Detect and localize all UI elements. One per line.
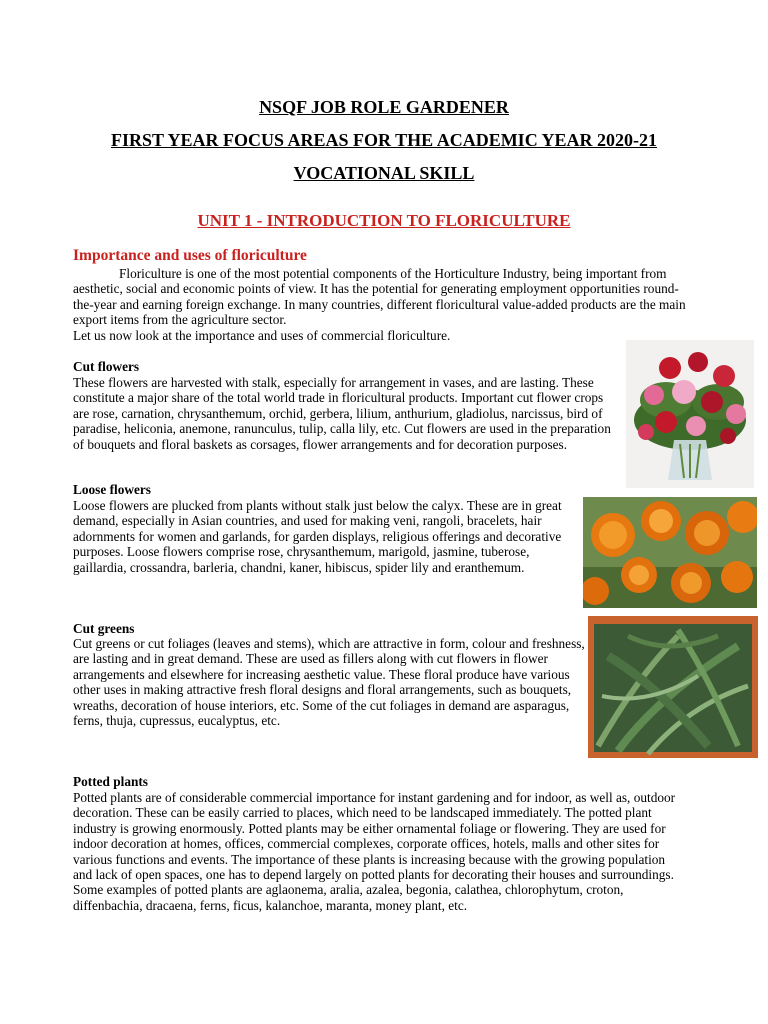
intro-paragraph: Floriculture is one of the most potential components of the Horticulture Industry, being important from aesthetic, social and economic points of view. It has the potential for generating employment opportunities round-the-year and earning foreign exchange. In many countries, different floricultural value-added products are the main export items from the agriculture sector. [73, 266, 686, 328]
intro-text [73, 266, 687, 343]
cut-greens-body: Cut greens or cut foliages (leaves and stems), which are attractive in form, colour and freshness, are lasting and in great demand. These are used as fillers along with cut flowers in flower arrangements and elsewhere for increasing aesthetic value. These floral produce have various other uses in making attractive fresh floral designs and floral arrangements, such as bouquets, wreaths, decoration of house interiors, etc. Some of the cut foliages in demand are asparagus, ferns, thuja, cupressus, eucalyptus, etc. [73, 636, 585, 729]
loose-flowers-photo [583, 497, 757, 608]
document-title-line2: FIRST YEAR FOCUS AREAS FOR THE ACADEMIC YEAR 2020-21 [110, 130, 658, 150]
cut-greens-heading: Cut greens [73, 621, 135, 636]
document-title-line3: VOCATIONAL SKILL [293, 163, 475, 183]
unit-title: UNIT 1 - INTRODUCTION TO FLORICULTURE [197, 211, 571, 230]
cut-flowers-photo [626, 340, 754, 488]
potted-plants-body: Potted plants are of considerable commercial importance for instant gardening and for indoor, as well as, outdoor decoration. These can be easily carried to places, which need to be landscaped immediately. The potted plant industry is growing enormously. Potted plants may be either ornamental foliage or flowering. They are used for indoor decoration at homes, offices, commercial complexes, corporate offices, hotels, malls and other sites for various functions and events. The importance of these plants is increasing because with the growing population and lack of open spaces, one has to depend largely on potted plants for decorating their houses and surroundings. Some examples of potted plants are aglaonema, aralia, azalea, begonia, calathea, chlorophytum, croton, diffenbachia, dracaena, ferns, ficus, kalanchoe, maranta, money plant, etc. [73, 790, 676, 913]
cut-flowers-body: These flowers are harvested with stalk, especially for arrangement in vases, and are lasting. These constitute a major share of the total world trade in floricultural products. Important cut flower crops are rose, carnation, chrysanthemum, orchid, gerbera, lilium, anthurium, gladiolus, narcissus, bird of paradise, heliconia, anemone, ranunculus, tulip, calla lily, etc. Cut flowers are used in the preparation of bouquets and floral baskets as corsages, flower arrangements and for decoration purposes. [73, 375, 611, 452]
loose-flowers-heading: Loose flowers [73, 482, 151, 497]
intro-heading: Importance and uses of floriculture [73, 247, 307, 264]
cut-greens-photo [588, 616, 758, 758]
intro-line2: Let us now look at the importance and uses of commercial floriculture. [73, 327, 451, 343]
potted-plants-heading: Potted plants [73, 774, 148, 789]
loose-flowers-body: Loose flowers are plucked from plants without stalk just below the calyx. These are in great demand, especially in Asian countries, and used for making veni, rangoli, bracelets, hair adornments for women and garlands, for garden displays, religious offerings and decorative purposes. Loose flowers comprise rose, chrysanthemum, marigold, jasmine, tuberose, gaillardia, crossandra, barleria, chandni, kaner, hibiscus, spider lily and eranthemum. [73, 498, 562, 575]
document-title-line1: NSQF JOB ROLE GARDENER [259, 97, 509, 117]
cut-flowers-heading: Cut flowers [73, 359, 140, 374]
